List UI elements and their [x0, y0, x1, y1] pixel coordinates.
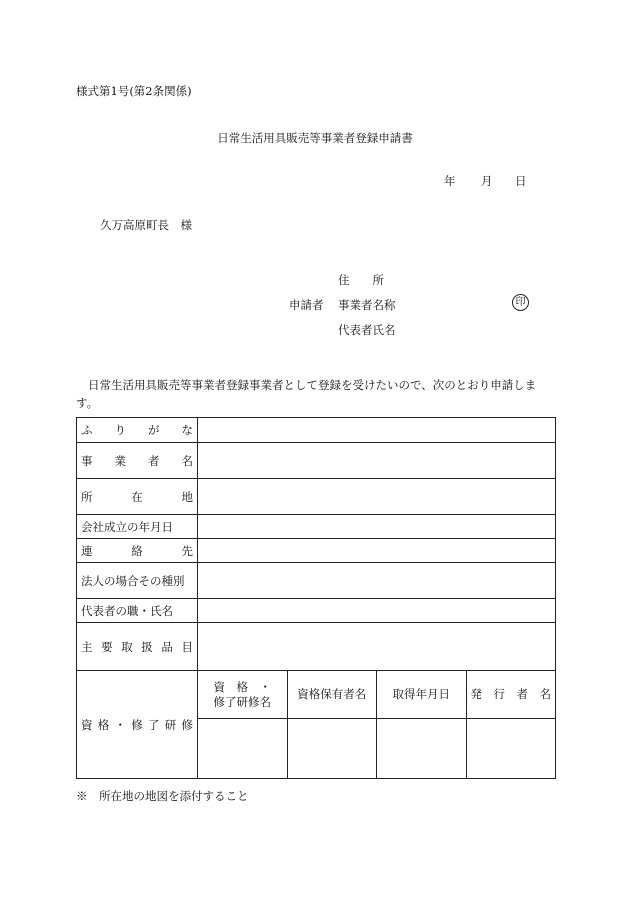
applicant-representative-label: 代表者氏名: [338, 323, 396, 337]
business-name-field[interactable]: [198, 443, 556, 479]
applicant-business-name-label: 事業者名称: [338, 298, 396, 312]
page-title: 日常生活用具販売等事業者登録申請書: [217, 131, 413, 145]
location-field[interactable]: [198, 479, 556, 515]
corp-type-label: 法人の場合その種別: [77, 563, 198, 599]
body-text-line1: 日常生活用具販売等事業者登録事業者として登録を受けたいので、次のとおり申請しま: [88, 378, 537, 392]
addressee: 久万高原町長 様: [100, 218, 192, 232]
contact-field[interactable]: [198, 539, 556, 563]
qual-acquired-field[interactable]: [377, 719, 467, 779]
seal-icon: 印: [512, 294, 529, 311]
application-table: [76, 417, 556, 779]
established-field[interactable]: [198, 515, 556, 539]
body-text-line2: す。: [76, 396, 99, 410]
qual-holder-field[interactable]: [287, 719, 377, 779]
furigana-label: ふ り が な: [77, 418, 198, 443]
contact-label: 連 絡 先: [77, 539, 198, 563]
rep-title-name-field[interactable]: [198, 599, 556, 623]
main-items-field[interactable]: [198, 623, 556, 671]
qual-issuer-field[interactable]: [466, 719, 556, 779]
seal-mark: [512, 294, 529, 311]
furigana-field[interactable]: [198, 418, 556, 443]
applicant-label: 申請者: [289, 298, 324, 312]
business-name-label: 事 業 者 名: [77, 443, 198, 479]
qual-name-header: 資 格 ・ 修了研修名: [198, 671, 288, 719]
qual-name-field[interactable]: [198, 719, 288, 779]
corp-type-field[interactable]: [198, 563, 556, 599]
applicant-address-label: 住 所: [338, 273, 384, 287]
form-number: 様式第1号(第2条関係): [76, 84, 192, 98]
main-items-label: 主 要 取 扱 品 目: [77, 623, 198, 671]
qual-holder-header: 資格保有者名: [287, 671, 377, 719]
date-day-label: 日: [515, 174, 527, 188]
established-label: 会社成立の年月日: [77, 515, 198, 539]
location-label: 所 在 地: [77, 479, 198, 515]
qual-acquired-header: 取得年月日: [377, 671, 467, 719]
footnote: ※ 所在地の地図を添付すること: [76, 789, 249, 803]
qualification-label: 資 格 ・ 修 了 研 修: [77, 671, 198, 779]
qual-issuer-header: 発 行 者 名: [466, 671, 556, 719]
rep-title-name-label: 代表者の職・氏名: [77, 599, 198, 623]
date-year-label: 年: [444, 174, 456, 188]
date-month-label: 月: [481, 174, 493, 188]
